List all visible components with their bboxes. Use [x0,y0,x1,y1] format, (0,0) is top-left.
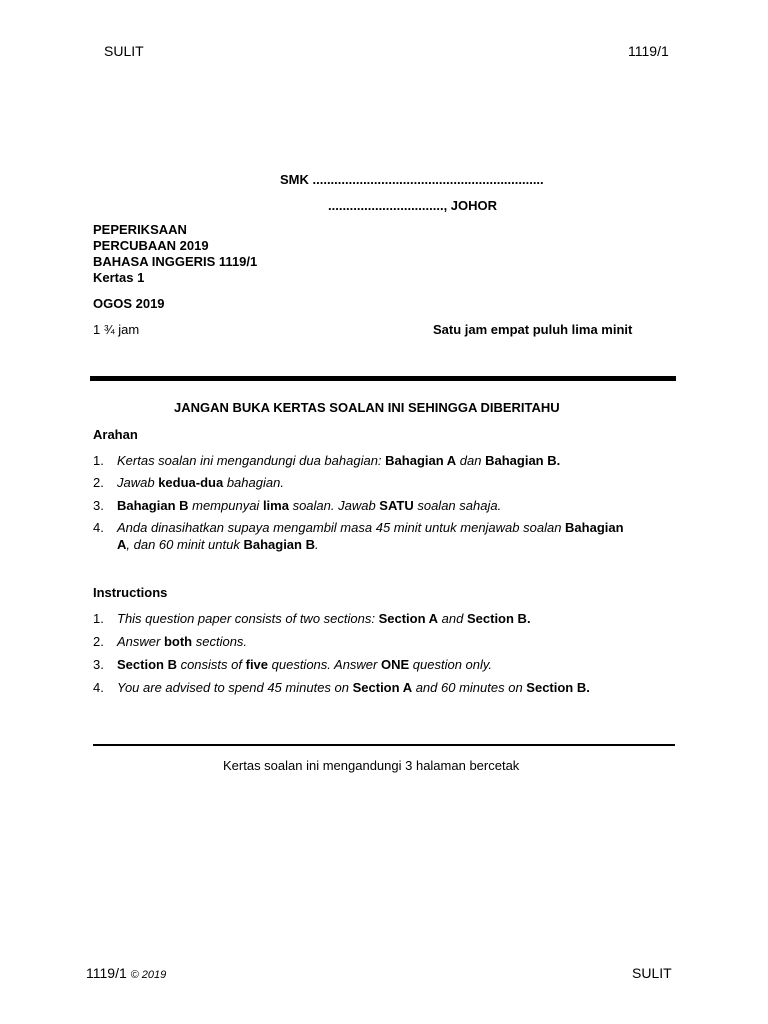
bold-run: kedua-dua [158,475,224,490]
italic-run: and 60 minutes on [412,680,527,695]
italic-run: dan [456,453,486,468]
arahan-item-4-cont [93,537,319,552]
instructions-item-3 [93,657,492,672]
bold-run: Section A [352,680,413,695]
italic-run: You are advised to spend 45 minutes on [117,680,353,695]
bottom-divider [93,744,675,746]
item-text [117,475,284,490]
bold-run: both [163,634,193,649]
arahan-item-3 [93,498,501,513]
exam-line-3: BAHASA INGGERIS 1119/1 [93,254,258,269]
arahan-heading: Arahan [93,427,138,442]
footer-code [86,965,166,981]
item-number: 4. [93,520,104,535]
item-number: 2. [93,475,104,490]
instructions-item-4 [93,680,590,695]
item-text [117,657,492,672]
bold-run: Bahagian B [117,498,189,513]
duration-short: 1 ¾ jam [93,322,140,337]
header-paper-code: 1119/1 [628,43,669,59]
warning-text: JANGAN BUKA KERTAS SOALAN INI SEHINGGA DIBERITAHU [174,400,560,415]
item-number: 1. [93,453,104,468]
instructions-item-2 [93,634,247,649]
italic-run: , dan 60 minit untuk [126,537,244,552]
bold-run: A [117,537,127,552]
italic-run: mempunyai [188,498,263,513]
exam-line-1: PEPERIKSAAN [93,222,187,237]
instructions-heading: Instructions [93,585,168,600]
bold-run: Bahagian [565,520,624,535]
exam-month: OGOS 2019 [93,296,165,311]
arahan-item-4 [93,520,624,535]
italic-run: bahagian. [223,475,284,490]
item-text [117,611,531,626]
item-number: 3. [93,498,104,513]
italic-run: questions. Answer [268,657,381,672]
item-number: 3. [93,657,104,672]
item-text [117,498,501,513]
bold-run: Bahagian A [385,453,457,468]
item-text [117,634,247,649]
italic-run: sections. [192,634,248,649]
item-text [117,453,560,468]
italic-run: question only. [409,657,493,672]
footer-copyright: © 2019 [130,969,167,981]
italic-run: and [438,611,467,626]
footer-paper-code: 1119/1 [86,965,131,981]
italic-run: . [314,537,319,552]
italic-run: Anda dinasihatkan supaya mengambil masa 45 minit untuk menjawab soalan [117,520,566,535]
italic-run: Jawab [117,475,159,490]
italic-run: Answer [117,634,164,649]
footer-sulit: SULIT [632,965,672,981]
bold-run: SATU [379,498,414,513]
item-number: 1. [93,611,104,626]
instructions-item-1 [93,611,531,626]
school-state-line: ................................, JOHOR [328,198,498,213]
exam-line-4: Kertas 1 [93,270,145,285]
item-text [117,520,624,535]
pages-note: Kertas soalan ini mengandungi 3 halaman bercetak [223,758,520,773]
bold-run: lima [262,498,289,513]
italic-run: Kertas soalan ini mengandungi dua bahagian: [117,453,386,468]
bold-run: five [245,657,269,672]
bold-run: Bahagian B. [485,453,561,468]
italic-run: soalan sahaja. [413,498,502,513]
italic-run: This question paper consists of two sections: [117,611,379,626]
bold-run: Section B [117,657,177,672]
item-number: 4. [93,680,104,695]
bold-run: ONE [380,657,410,672]
bold-run: Section B. [526,680,590,695]
header-sulit: SULIT [104,43,144,59]
school-name-line: SMK ................................................................ [280,172,544,187]
exam-line-2: PERCUBAAN 2019 [93,238,209,253]
item-text [117,680,590,695]
bold-run: Section B. [466,611,531,626]
bold-run: Bahagian B [243,537,315,552]
duration-long: Satu jam empat puluh lima minit [433,322,633,337]
italic-run: consists of [176,657,246,672]
arahan-item-1 [93,453,560,468]
item-number: 2. [93,634,104,649]
italic-run: soalan. Jawab [288,498,380,513]
top-divider [90,376,676,381]
bold-run: Section A [378,611,439,626]
arahan-item-2 [93,475,284,490]
item-text-continued [93,537,319,552]
